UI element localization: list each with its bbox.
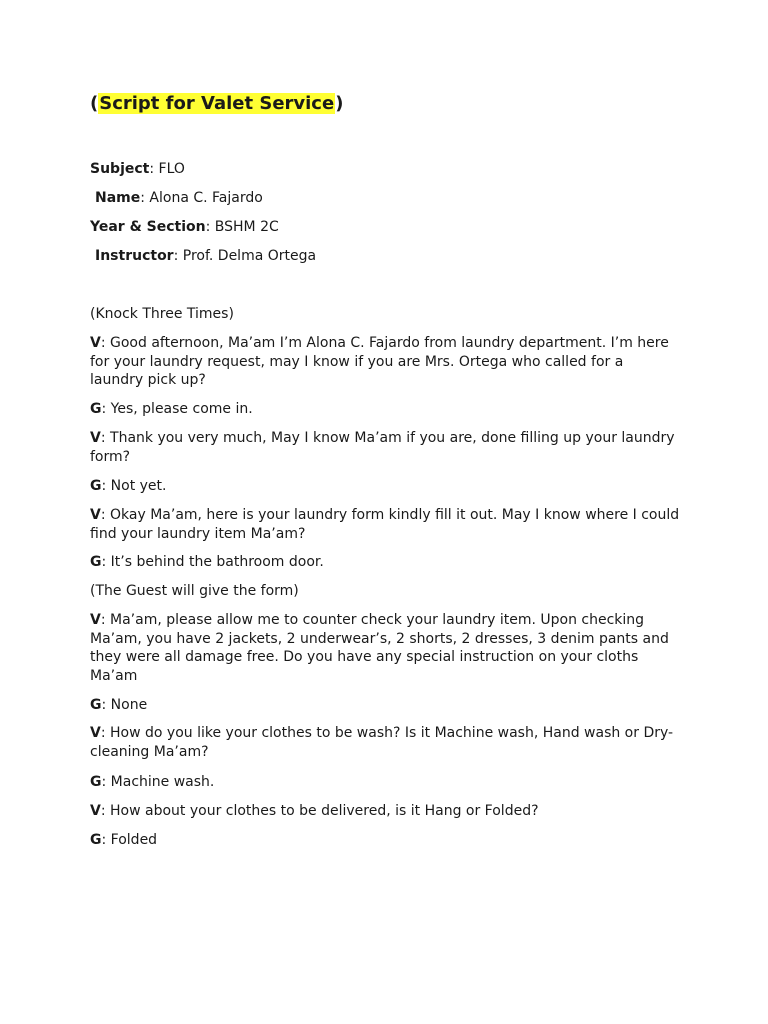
dialogue-line: V: Ma’am, please allow me to counter check your laundry item. Upon checking Ma’am, you have 2 jackets, 2 underwear’s, 2 shorts, 2 dresses, 3 denim pants and they were all damage free. Do you have any special instruction on your cloths Ma’am xyxy=(90,612,669,684)
dialogue-line: V: How do you like your clothes to be wash? Is it Machine wash, Hand wash or Dry-cleaning Ma’am? xyxy=(90,725,674,760)
meta-label: Year & Section xyxy=(90,219,206,235)
dialogue-text: Folded xyxy=(110,832,158,848)
dialogue-text: Yes, please come in. xyxy=(110,401,253,417)
stage-direction-guest: (The Guest will give the form) xyxy=(90,583,299,599)
dialogue-line: V: How about your clothes to be delivered, is it Hang or Folded? xyxy=(90,803,539,819)
dialogue-text: Okay Ma’am, here is your laundry form kindly fill it out. May I know where I could find your laundry item Ma’am? xyxy=(90,507,680,542)
meta-name: Name: Alona C. Fajardo xyxy=(95,190,263,206)
meta-value: BSHM 2C xyxy=(214,219,279,235)
meta-label: Subject xyxy=(90,161,150,177)
title-close-paren: ) xyxy=(335,93,344,114)
meta-instructor: Instructor: Prof. Delma Ortega xyxy=(95,248,317,264)
meta-subject: Subject: FLO xyxy=(90,161,185,177)
meta-value: FLO xyxy=(158,161,185,177)
title-open-paren: ( xyxy=(90,93,99,114)
speaker-label: G xyxy=(90,697,102,713)
speaker-label: V xyxy=(90,430,101,446)
dialogue-line: G: Folded xyxy=(90,832,158,848)
speaker-label: V xyxy=(90,803,101,819)
dialogue-line: V: Good afternoon, Ma’am I’m Alona C. Fajardo from laundry department. I’m here for your laundry request, may I know if you are Mrs. Ortega who called for a laundry pick up? xyxy=(90,335,669,389)
dialogue-line: G: None xyxy=(90,697,148,713)
dialogue-line: V: Okay Ma’am, here is your laundry form kindly fill it out. May I know where I could find your laundry item Ma’am? xyxy=(90,507,680,542)
speaker-label: G xyxy=(90,478,102,494)
speaker-label: G xyxy=(90,401,102,417)
dialogue-text: How do you like your clothes to be wash? Is it Machine wash, Hand wash or Dry-cleaning Ma’am? xyxy=(90,725,674,760)
dialogue-line: G: Machine wash. xyxy=(90,774,215,790)
dialogue-text: None xyxy=(110,697,148,713)
dialogue-text: Not yet. xyxy=(110,478,167,494)
dialogue-text: Machine wash. xyxy=(110,774,215,790)
dialogue-line: V: Thank you very much, May I know Ma’am if you are, done filling up your laundry form? xyxy=(90,430,675,465)
dialogue-line: G: Yes, please come in. xyxy=(90,401,253,417)
document-title xyxy=(90,92,343,116)
dialogue-text: How about your clothes to be delivered, is it Hang or Folded? xyxy=(110,803,539,819)
dialogue-line: G: Not yet. xyxy=(90,478,167,494)
meta-year-section: Year & Section: BSHM 2C xyxy=(90,219,279,235)
dialogue-text: It’s behind the bathroom door. xyxy=(110,554,324,570)
stage-direction-knock: (Knock Three Times) xyxy=(90,306,234,322)
speaker-label: G xyxy=(90,554,102,570)
dialogue-text: Thank you very much, May I know Ma’am if you are, done filling up your laundry form? xyxy=(90,430,675,465)
meta-label: Name xyxy=(95,190,141,206)
speaker-label: G xyxy=(90,774,102,790)
speaker-label: V xyxy=(90,612,101,628)
speaker-label: V xyxy=(90,725,101,741)
dialogue-line: G: It’s behind the bathroom door. xyxy=(90,554,324,570)
speaker-label: G xyxy=(90,832,102,848)
meta-value: Alona C. Fajardo xyxy=(149,190,263,206)
meta-value: Prof. Delma Ortega xyxy=(182,248,317,264)
speaker-label: V xyxy=(90,507,101,523)
dialogue-text: Good afternoon, Ma’am I’m Alona C. Fajardo from laundry department. I’m here for your laundry request, may I know if you are Mrs. Ortega who called for a laundry pick up? xyxy=(90,335,669,389)
speaker-label: V xyxy=(90,335,101,351)
title-highlight: Script for Valet Service xyxy=(99,93,335,114)
dialogue-text: Ma’am, please allow me to counter check your laundry item. Upon checking Ma’am, you have 2 jackets, 2 underwear’s, 2 shorts, 2 dresses, 3 denim pants and they were all damage free. Do you have any special instruction on your cloths Ma’am xyxy=(90,612,669,684)
meta-label: Instructor xyxy=(95,248,174,264)
